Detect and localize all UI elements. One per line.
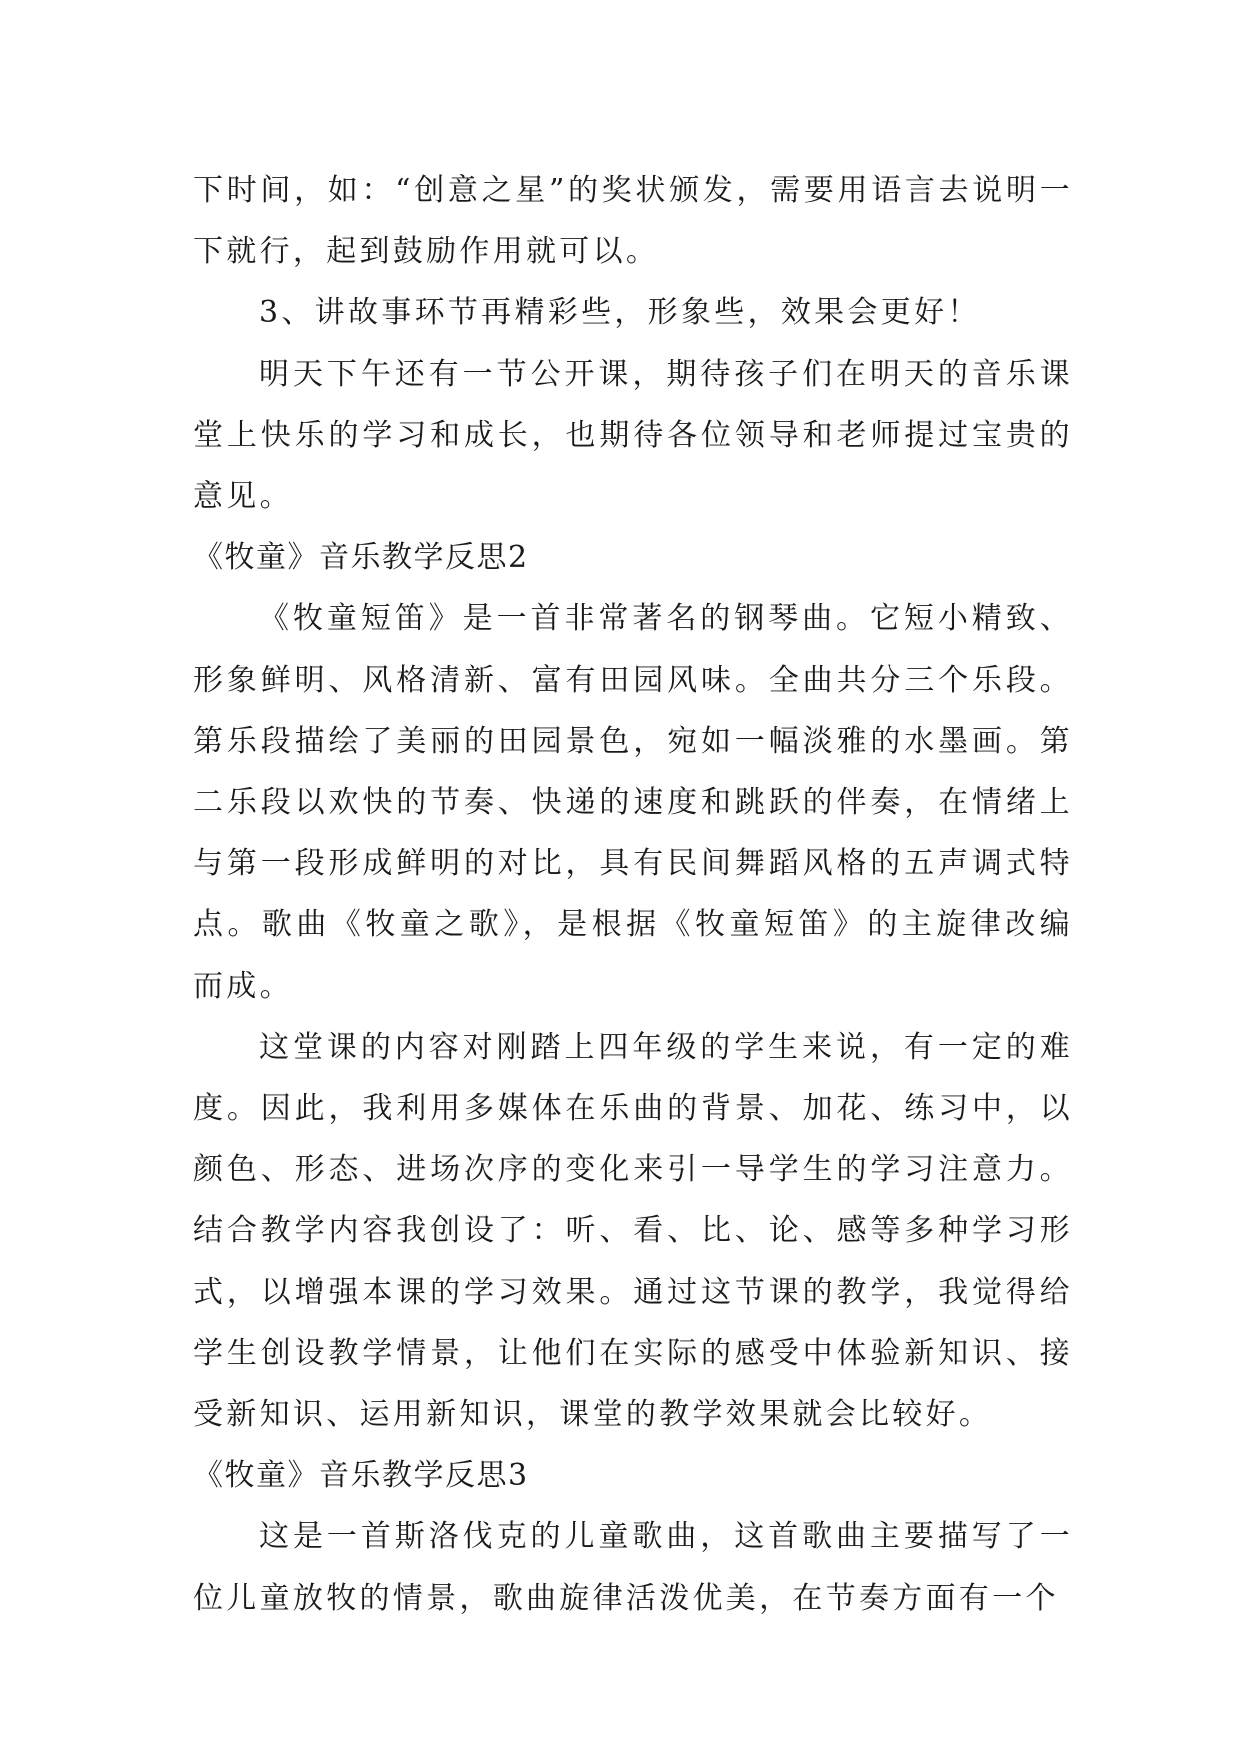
document-body	[193, 160, 1073, 1629]
paragraph-suggestion-3: 3、讲故事环节再精彩些，形象些，效果会更好！	[259, 295, 981, 331]
paragraph-lesson-reflection: 这堂课的内容对刚踏上四年级的学生来说，有一定的难度。因此，我利用多媒体在乐曲的背景、加花、练习中，以颜色、形态、进场次序的变化来引一导学生的学习注意力。结合教学内容我创设了：听、看、比、论、感等多种学习形式，以增强本课的学习效果。通过这节课的教学，我觉得给学生创设教学情景，让他们在实际的感受中体验新知识、接受新知识、运用新知识，课堂的教学效果就会比较好。	[193, 1029, 1073, 1433]
paragraph-continuation: 下时间，如：“创意之星”的奖状颁发，需要用语言去说明一下就行，起到鼓励作用就可以。	[193, 173, 1073, 270]
paragraph-piece-intro: 《牧童短笛》是一首非常著名的钢琴曲。它短小精致、形象鲜明、风格清新、富有田园风味。全曲共分三个乐段。第乐段描绘了美丽的田园景色，宛如一幅淡雅的水墨画。第二乐段以欢快的节奏、快递的速度和跳跃的伴奏，在情绪上与第一段形成鲜明的对比，具有民间舞蹈风格的五声调式特点。歌曲《牧童之歌》，是根据《牧童短笛》的主旋律改编而成。	[193, 601, 1073, 1004]
paragraph-open-class: 明天下午还有一节公开课，期待孩子们在明天的音乐课堂上快乐的学习和成长，也期待各位领导和老师提过宝贵的意见。	[193, 356, 1073, 515]
section-heading-2: 《牧童》音乐教学反思2	[193, 540, 529, 576]
paragraph-song-intro: 这是一首斯洛伐克的儿童歌曲，这首歌曲主要描写了一位儿童放牧的情景，歌曲旋律活泼优美，在节奏方面有一个	[193, 1519, 1073, 1616]
section-heading-3: 《牧童》音乐教学反思3	[193, 1458, 529, 1494]
